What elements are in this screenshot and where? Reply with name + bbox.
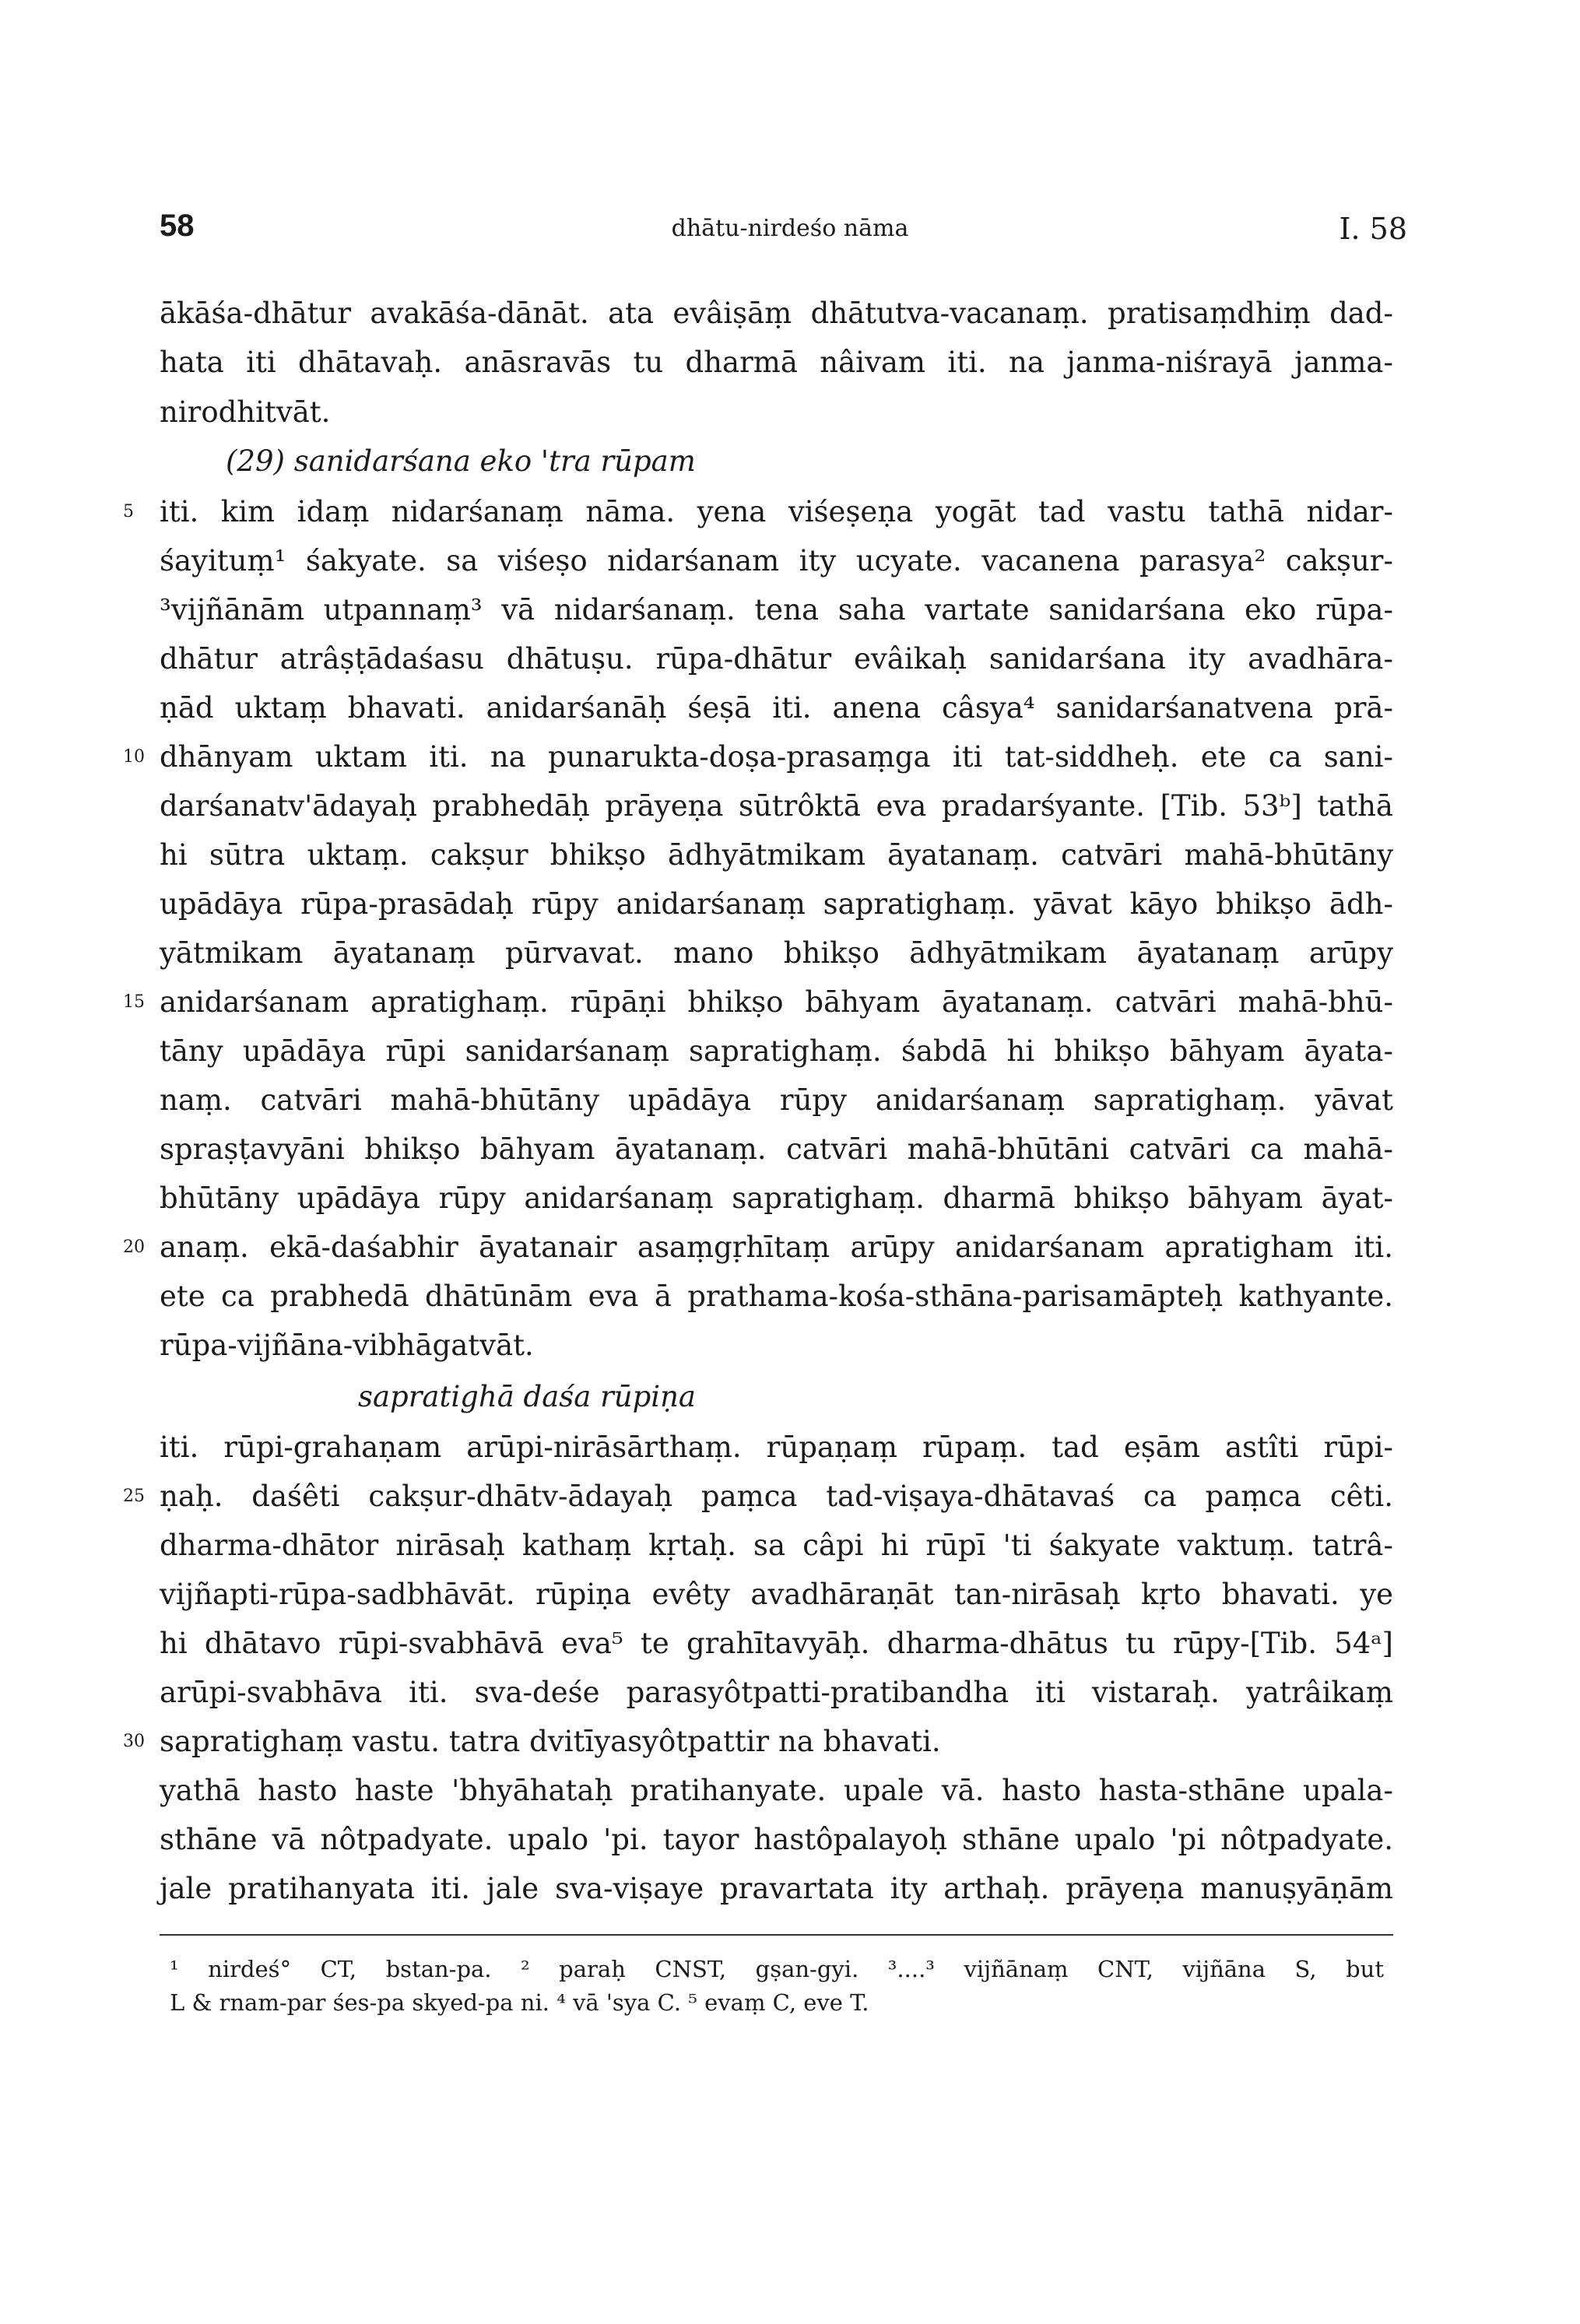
line-text: ākāśa-dhātur avakāśa-dānāt. ata evâiṣāṃ dhātutva-vacanaṃ. pratisaṃdhiṃ dad- [160,297,1393,330]
text-line [0,785,1580,828]
text-line [0,1671,1580,1715]
line-text: sthāne vā nôtpadyate. upalo 'pi. tayor hastôpalayoḥ sthāne upalo 'pi nôtpadyate. [160,1823,1393,1856]
line-text: hi sūtra uktaṃ. cakṣur bhikṣo ādhyātmikam āyatanaṃ. catvāri mahā-bhūtāny [160,838,1393,872]
verse-line [0,440,1580,483]
line-text: jale pratihanyata iti. jale sva-viṣaye pravartata ity arthaḥ. prāyeṇa manuṣyāṇām [160,1872,1393,1905]
line-text: dhānyam uktam iti. na punarukta-doṣa-prasaṃga iti tat-siddheḥ. ete ca sani- [160,740,1393,774]
text-line [0,1426,1580,1469]
text-line [0,686,1580,730]
line-text: arūpi-svabhāva iti. sva-deśe parasyôtpatti-pratibandha iti vistaraḥ. yatrâikaṃ [160,1676,1393,1709]
line-number: 20 [123,1237,145,1257]
footnote-line: ¹ nirdeś° CT, bstan-pa. ² paraḥ CNST, gṣan-gyi. ³....³ vijñānaṃ CNT, vijñāna S, but [170,1956,1384,1982]
text-line [0,1524,1580,1567]
line-text: anidarśanam apratighaṃ. rūpāṇi bhikṣo bāhyam āyatanaṃ. catvāri mahā-bhū- [160,985,1393,1019]
text-line [0,1030,1580,1073]
line-text: yathā hasto haste 'bhyāhataḥ pratihanyate. upale vā. hasto hasta-sthāne upala- [160,1774,1393,1807]
line-number: 25 [123,1487,145,1506]
line-text: śayituṃ¹ śakyate. sa viśeṣo nidarśanam ity ucyate. vacanena parasya² cakṣur- [160,544,1393,577]
text-line [0,341,1580,384]
text-line [0,932,1580,975]
verse-line [0,1375,1580,1419]
text-line [0,292,1580,335]
text-line [0,637,1580,681]
line-text: iti. kim idaṃ nidarśanaṃ nāma. yena viśeṣeṇa yogāt tad vastu tathā nidar- [160,495,1393,528]
text-line [0,1128,1580,1171]
line-text: ṇād uktaṃ bhavati. anidarśanāḥ śeṣā iti. anena câsya⁴ sanidarśanatvena prā- [160,691,1393,725]
line-text: dharma-dhātor nirāsaḥ kathaṃ kṛtaḥ. sa câpi hi rūpī 'ti śakyate vaktuṃ. tatrâ- [160,1529,1393,1562]
line-text: spraṣṭavyāni bhikṣo bāhyam āyatanaṃ. catvāri mahā-bhūtāni catvāri ca mahā- [160,1132,1393,1166]
line-number: 30 [123,1732,145,1751]
text-line [0,834,1580,877]
text-line [0,588,1580,632]
line-text: vijñapti-rūpa-sadbhāvāt. rūpiṇa evêty avadhāraṇāt tan-nirāsaḥ kṛto bhavati. ye [160,1578,1393,1611]
text-line [0,1769,1580,1813]
text-line [0,981,1580,1024]
text-line [0,1867,1580,1911]
text-line [0,1226,1580,1269]
line-text: sapratighaṃ vastu. tatra dvitīyasyôtpattir na bhavati. [160,1725,941,1758]
line-number: 5 [123,502,134,521]
line-text: yātmikam āyatanaṃ pūrvavat. mano bhikṣo ādhyātmikam āyatanaṃ arūpy [160,936,1393,970]
text-line [0,1818,1580,1862]
page-number: 58 [160,209,195,243]
text-line [0,1079,1580,1122]
verse-text: (29) sanidarśana eko 'tra rūpam [226,444,696,478]
line-text: anaṃ. ekā-daśabhir āyatanair asaṃgṛhītaṃ arūpy anidarśanam apratigham iti. [160,1230,1393,1264]
text-line [0,391,1580,434]
line-text: naṃ. catvāri mahā-bhūtāny upādāya rūpy anidarśanaṃ sapratighaṃ. yāvat [160,1083,1393,1117]
text-line [0,735,1580,779]
text-line [0,539,1580,583]
line-text: ³vijñānām utpannaṃ³ vā nidarśanaṃ. tena saha vartate sanidarśana eko rūpa- [160,593,1393,627]
line-text: nirodhitvāt. [160,395,331,429]
line-text: ete ca prabhedā dhātūnām eva ā prathama-kośa-sthāna-parisamāpteḥ kathyante. [160,1280,1393,1313]
line-text: hi dhātavo rūpi-svabhāvā eva⁵ te grahītavyāḥ. dharma-dhātus tu rūpy-[Tib. 54ᵃ] [160,1627,1393,1660]
verse-text: sapratighā daśa rūpiṇa [358,1380,696,1413]
text-line [0,1475,1580,1518]
running-title: dhātu-nirdeśo nāma [671,215,909,242]
footnote-divider [160,1934,1393,1936]
text-line [0,1275,1580,1318]
line-text: upādāya rūpa-prasādaḥ rūpy anidarśanaṃ sapratighaṃ. yāvat kāyo bhikṣo ādh- [160,887,1393,921]
line-number: 15 [123,992,145,1012]
section-reference: I. 58 [1339,212,1407,246]
line-text: hata iti dhātavaḥ. anāsravās tu dharmā nâivam iti. na janma-niśrayā janma- [160,346,1393,379]
line-text: iti. rūpi-grahaṇam arūpi-nirāsārthaṃ. rūpaṇaṃ rūpaṃ. tad eṣām astîti rūpi- [160,1431,1393,1464]
text-line [0,1622,1580,1666]
line-text: darśanatv'ādayaḥ prabhedāḥ prāyeṇa sūtrôktā eva pradarśyante. [Tib. 53ᵇ] tathā [160,789,1393,823]
text-line [0,1720,1580,1764]
line-number: 10 [123,747,145,767]
line-text: ṇaḥ. daśêti cakṣur-dhātv-ādayaḥ paṃca tad-viṣaya-dhātavaś ca paṃca cêti. [160,1480,1393,1513]
line-text: bhūtāny upādāya rūpy anidarśanaṃ sapratighaṃ. dharmā bhikṣo bāhyam āyat- [160,1181,1393,1215]
text-line [0,1177,1580,1220]
text-line [0,1573,1580,1617]
footnote-line: L & rnam-par śes-pa skyed-pa ni. ⁴ vā 'sya C. ⁵ evaṃ C, eve T. [170,1989,869,2016]
text-line [0,1324,1580,1367]
line-text: dhātur atrâṣṭādaśasu dhātuṣu. rūpa-dhātur evâikaḥ sanidarśana ity avadhāra- [160,642,1393,676]
page-header [0,209,1580,247]
text-line [0,490,1580,534]
line-text: rūpa-vijñāna-vibhāgatvāt. [160,1329,534,1362]
line-text: tāny upādāya rūpi sanidarśanaṃ sapratighaṃ. śabdā hi bhikṣo bāhyam āyata- [160,1034,1393,1068]
text-line [0,883,1580,926]
